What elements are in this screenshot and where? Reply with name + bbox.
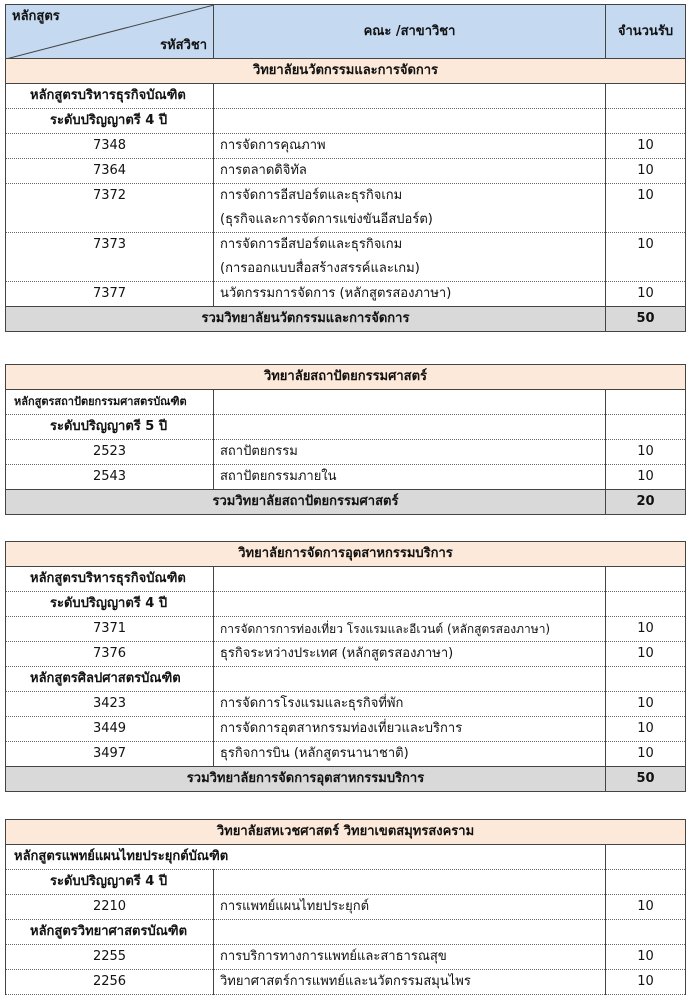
header-seats-label: จำนวนรับ bbox=[606, 5, 686, 59]
college-row bbox=[6, 820, 686, 845]
seat-count: 10 bbox=[606, 233, 686, 282]
course-name-line1: การจัดการอีสปอร์ตและธุรกิจเกม bbox=[220, 188, 403, 203]
course-name: การจัดการอุตสาหกรรมท่องเที่ยวและบริการ bbox=[214, 717, 606, 742]
program-name: หลักสูตรวิทยาศาสตรบัณฑิต bbox=[6, 920, 214, 945]
degree-level: ระดับปริญญาตรี 5 ปี bbox=[6, 415, 214, 440]
table-row bbox=[6, 692, 686, 717]
course-name: ธุรกิจการบิน (หลักสูตรนานาชาติ) bbox=[214, 742, 606, 767]
college-name: วิทยาลัยนวัตกรรมและการจัดการ bbox=[6, 59, 686, 84]
degree-level: ระดับปริญญาตรี 4 ปี bbox=[6, 109, 214, 134]
course-code: 2210 bbox=[6, 895, 214, 920]
course-code: 3423 bbox=[6, 692, 214, 717]
level-row bbox=[6, 870, 686, 895]
course-code: 2543 bbox=[6, 465, 214, 490]
college-row bbox=[6, 365, 686, 390]
degree-level: ระดับปริญญาตรี 4 ปี bbox=[6, 592, 214, 617]
course-name-line2: (การออกแบบสื่อสร้างสรรค์และเกม) bbox=[220, 261, 420, 276]
course-name: วิทยาศาสตร์การแพทย์และนวัตกรรมสมุนไพร bbox=[214, 970, 606, 995]
course-code: 7364 bbox=[6, 159, 214, 184]
course-name: การตลาดดิจิทัล bbox=[214, 159, 606, 184]
college-row bbox=[6, 59, 686, 84]
course-name-line2: (ธุรกิจและการจัดการแข่งขันอีสปอร์ต) bbox=[220, 212, 433, 227]
total-seats: 50 bbox=[606, 767, 686, 792]
table-row bbox=[6, 895, 686, 920]
course-name: ธุรกิจระหว่างประเทศ (หลักสูตรสองภาษา) bbox=[214, 642, 606, 667]
college-name: วิทยาลัยสถาปัตยกรรมศาสตร์ bbox=[6, 365, 686, 390]
course-name: การจัดการคุณภาพ bbox=[214, 134, 606, 159]
table-row bbox=[6, 184, 686, 233]
seat-count: 10 bbox=[606, 742, 686, 767]
program-name: หลักสูตรบริหารธุรกิจบัณฑิต bbox=[6, 84, 214, 109]
total-label: รวมวิทยาลัยสถาปัตยกรรมศาสตร์ bbox=[6, 490, 606, 515]
course-name: สถาปัตยกรรมภายใน bbox=[214, 465, 606, 490]
level-row bbox=[6, 109, 686, 134]
table-row bbox=[6, 642, 686, 667]
course-name: การจัดการการท่องเที่ยว โรงแรมและอีเวนต์ (หลักสูตรสองภาษา) bbox=[214, 617, 606, 642]
college-row bbox=[6, 542, 686, 567]
header-program-code-cell bbox=[6, 5, 214, 59]
seat-count: 10 bbox=[606, 159, 686, 184]
admission-table-service-industry bbox=[5, 541, 686, 792]
program-row bbox=[6, 84, 686, 109]
course-name: การแพทย์แผนไทยประยุกต์ bbox=[214, 895, 606, 920]
seat-count: 10 bbox=[606, 134, 686, 159]
header-code-label: รหัสวิชา bbox=[160, 38, 207, 53]
program-name: หลักสูตรสถาปัตยกรรมศาสตรบัณฑิต bbox=[6, 390, 214, 415]
admission-table-allied-health bbox=[5, 819, 686, 995]
table-row bbox=[6, 134, 686, 159]
admission-table-innovation bbox=[5, 4, 686, 332]
table-row bbox=[6, 282, 686, 307]
program-row bbox=[6, 390, 686, 415]
program-row bbox=[6, 667, 686, 692]
course-code: 7371 bbox=[6, 617, 214, 642]
total-row bbox=[6, 767, 686, 792]
total-row bbox=[6, 307, 686, 332]
seat-count: 10 bbox=[606, 717, 686, 742]
course-code: 7373 bbox=[6, 233, 214, 282]
course-code: 3449 bbox=[6, 717, 214, 742]
program-row bbox=[6, 567, 686, 592]
seat-count: 10 bbox=[606, 184, 686, 233]
seat-count: 10 bbox=[606, 642, 686, 667]
table-row bbox=[6, 159, 686, 184]
total-seats: 20 bbox=[606, 490, 686, 515]
seat-count: 10 bbox=[606, 692, 686, 717]
table-row bbox=[6, 970, 686, 995]
total-seats: 50 bbox=[606, 307, 686, 332]
course-name bbox=[214, 184, 606, 233]
college-name: วิทยาลัยสหเวชศาสตร์ วิทยาเขตสมุทรสงคราม bbox=[6, 820, 686, 845]
program-name: หลักสูตรแพทย์แผนไทยประยุกต์บัณฑิต bbox=[6, 845, 606, 870]
seat-count: 10 bbox=[606, 970, 686, 995]
table-row bbox=[6, 717, 686, 742]
course-code: 7348 bbox=[6, 134, 214, 159]
program-row bbox=[6, 920, 686, 945]
total-row bbox=[6, 490, 686, 515]
header-program-label: หลักสูตร bbox=[12, 9, 60, 24]
college-name: วิทยาลัยการจัดการอุตสาหกรรมบริการ bbox=[6, 542, 686, 567]
header-faculty-label: คณะ /สาขาวิชา bbox=[214, 5, 606, 59]
course-code: 3497 bbox=[6, 742, 214, 767]
table-row bbox=[6, 465, 686, 490]
table-row bbox=[6, 742, 686, 767]
degree-level: ระดับปริญญาตรี 4 ปี bbox=[6, 870, 214, 895]
course-code: 7376 bbox=[6, 642, 214, 667]
program-name: หลักสูตรศิลปศาสตรบัณฑิต bbox=[6, 667, 214, 692]
level-row bbox=[6, 592, 686, 617]
level-row bbox=[6, 415, 686, 440]
course-code: 2255 bbox=[6, 945, 214, 970]
course-name-line1: การจัดการอีสปอร์ตและธุรกิจเกม bbox=[220, 237, 403, 252]
seat-count: 10 bbox=[606, 282, 686, 307]
course-name: สถาปัตยกรรม bbox=[214, 440, 606, 465]
seat-count: 10 bbox=[606, 895, 686, 920]
total-label: รวมวิทยาลัยนวัตกรรมและการจัดการ bbox=[6, 307, 606, 332]
total-label: รวมวิทยาลัยการจัดการอุตสาหกรรมบริการ bbox=[6, 767, 606, 792]
table-row bbox=[6, 945, 686, 970]
seat-count: 10 bbox=[606, 440, 686, 465]
course-name: นวัตกรรมการจัดการ (หลักสูตรสองภาษา) bbox=[214, 282, 606, 307]
program-row bbox=[6, 845, 686, 870]
course-code: 7377 bbox=[6, 282, 214, 307]
seat-count: 10 bbox=[606, 945, 686, 970]
course-code: 2256 bbox=[6, 970, 214, 995]
table-row bbox=[6, 440, 686, 465]
course-name: การจัดการโรงแรมและธุรกิจที่พัก bbox=[214, 692, 606, 717]
seat-count: 10 bbox=[606, 617, 686, 642]
course-code: 2523 bbox=[6, 440, 214, 465]
course-name: การบริการทางการแพทย์และสาธารณสุข bbox=[214, 945, 606, 970]
seat-count: 10 bbox=[606, 465, 686, 490]
program-name: หลักสูตรบริหารธุรกิจบัณฑิต bbox=[6, 567, 214, 592]
course-name bbox=[214, 233, 606, 282]
table-header-row bbox=[6, 5, 686, 59]
admission-table-architecture bbox=[5, 364, 686, 515]
table-row bbox=[6, 233, 686, 282]
course-code: 7372 bbox=[6, 184, 214, 233]
table-row bbox=[6, 617, 686, 642]
